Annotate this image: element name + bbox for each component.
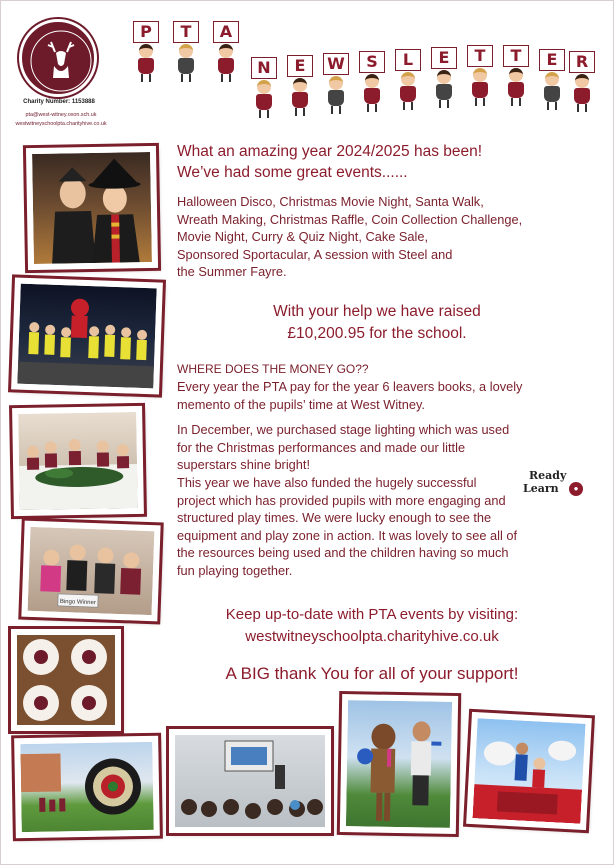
paragraph-line: fun playing together. [177, 562, 293, 578]
paragraph-line: project which has provided pupils with more engaging and [177, 492, 506, 508]
paragraph-leavers-books [177, 378, 597, 413]
banner-letter: E [287, 55, 313, 77]
photo-santa-walk [11, 277, 163, 394]
paragraph-line: In December, we purchased stage lighting which was used [177, 422, 510, 437]
photo-cakes [11, 629, 121, 731]
paragraph-stage-lighting [177, 421, 597, 474]
school-logo [19, 19, 97, 97]
stag-crest-icon [22, 22, 100, 100]
banner-letter: E [431, 47, 457, 69]
paragraph-line: This year we have also funded the hugely successful [177, 475, 477, 490]
bingo-sign-text: Bingo Winner [59, 598, 96, 607]
banner-letter: T [503, 45, 529, 67]
money-heading: WHERE DOES THE MONEY GO?? [177, 362, 369, 376]
contact-website[interactable]: westwitneyschoolpta.charityhive.co.uk [15, 121, 107, 127]
banner-letter: P [133, 21, 159, 43]
events-line: the Summer Fayre. [177, 264, 287, 279]
paragraph-line: memento of the pupils’ time at West Witney. [177, 396, 425, 412]
intro-line-2: We’ve had some great events...... [177, 164, 408, 181]
thank-you-message: A BIG thank You for all of your support! [225, 664, 519, 683]
paragraph-line: structured play times. We were lucky enough to see the [177, 510, 492, 526]
paragraph-line: the resources being used and the children having so much [177, 545, 509, 561]
banner-letter: L [395, 49, 421, 71]
photo-inflatable [466, 712, 592, 830]
events-list [177, 193, 597, 281]
intro [177, 141, 597, 183]
banner-letter: E [539, 49, 565, 71]
banner-letter: W [323, 53, 349, 75]
photo-bingo-winner [21, 521, 160, 622]
paragraph-line: for the Christmas performances and made our little [177, 439, 466, 455]
charity-number: Charity Number: 1153888 [23, 99, 95, 105]
raised-line-1: With your help we have raised [273, 303, 481, 320]
paragraph-line: equipment and play zone in action. It was lovely to see all of [177, 527, 518, 543]
pta-newsletter-banner [121, 15, 601, 135]
events-line: Sponsored Sportacular, A session with Steel and [177, 246, 453, 262]
banner-letter: R [569, 51, 595, 73]
photo-assembly [169, 729, 331, 833]
ready-learn-logo [523, 469, 585, 499]
contact-email[interactable]: pta@west-witney.oxon.sch.uk [25, 112, 97, 118]
events-line: Halloween Disco, Christmas Movie Night, Santa Walk, [177, 194, 484, 209]
photo-football-darts [14, 736, 160, 838]
photo-mascot [340, 694, 458, 834]
banner-letter: A [213, 21, 239, 43]
events-line: Movie Night, Curry & Quiz Night, Cake Sale, [177, 229, 429, 244]
banner-letter: T [467, 45, 493, 67]
ready-logo-word: Ready [529, 469, 567, 482]
banner-letter: T [173, 21, 199, 43]
keep-updated-text: Keep up-to-date with PTA events by visiting: [225, 606, 519, 623]
paragraph-play-project [177, 474, 577, 580]
paragraph-line: Every year the PTA pay for the year 6 leavers books, a lovely [177, 379, 523, 394]
photo-halloween [26, 146, 158, 270]
learn-logo-word: Learn [523, 482, 559, 495]
photo-wreath-making [12, 406, 144, 516]
banner-letter: N [251, 57, 277, 79]
ready-learn-badge-icon: ● [569, 482, 583, 496]
pta-website-link[interactable]: westwitneyschoolpta.charityhive.co.uk [245, 628, 499, 645]
intro-line-1: What an amazing year 2024/2025 has been! [177, 143, 483, 160]
banner-letter: S [359, 51, 385, 73]
events-line: Wreath Making, Christmas Raffle, Coin Collection Challenge, [177, 211, 523, 227]
raised-amount: £10,200.95 for the school. [287, 325, 467, 342]
paragraph-line: superstars shine bright! [177, 457, 311, 473]
